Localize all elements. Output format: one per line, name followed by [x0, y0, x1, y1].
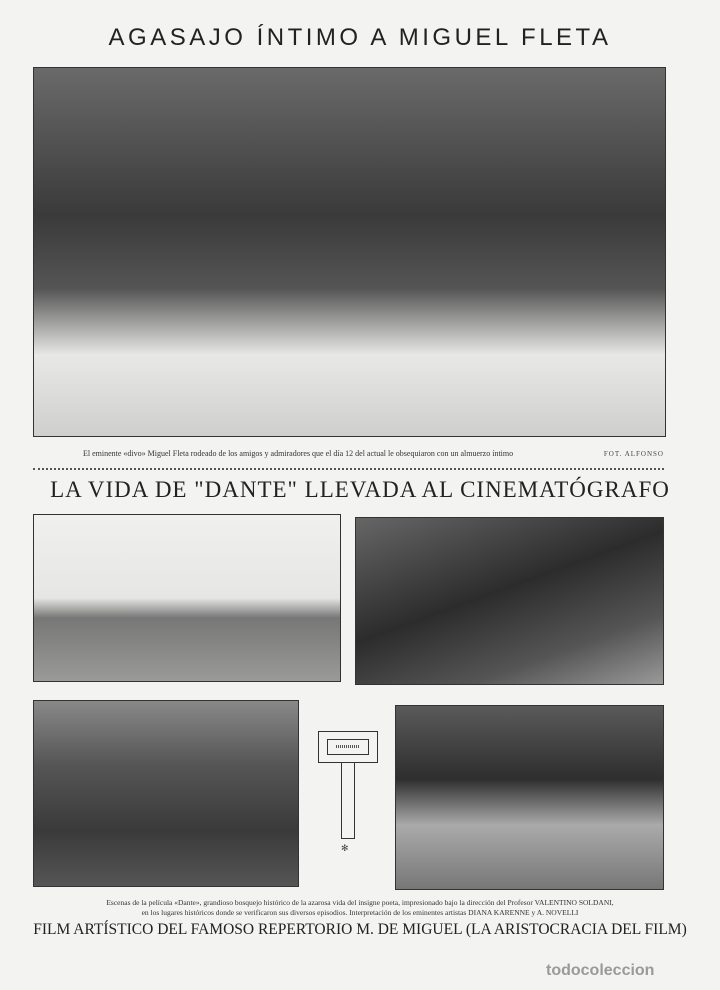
banquet-caption: El eminente «divo» Miguel Fleta rodeado de los amigos y admiradores que el día 12 del actual le obsequiaron con un almuerzo íntimo [83, 449, 514, 458]
dante-caption-line2: en los lugares históricos donde se verificaron sus diversos episodios. Interpretación de los eminentes artistas DIANA KARENNE y A. NOVELLI [141, 908, 579, 917]
article-title: AGASAJO ÍNTIMO A MIGUEL FLETA [108, 24, 612, 51]
film-repertory-footer: FILM ARTÍSTICO DEL FAMOSO REPERTORIO M. DE MIGUEL (LA ARISTOCRACIA DEL FILM) [33, 921, 687, 938]
dante-scene-photo [355, 517, 664, 685]
emblem-stem [341, 763, 355, 839]
photo-credit: FOT. ALFONSO [603, 450, 664, 458]
dante-bottom-text [20, 898, 700, 939]
ornament-icon: ✻ [341, 843, 349, 853]
watermark: todocoleccion [546, 962, 655, 979]
dotted-divider [33, 468, 664, 470]
dante-caption-line1: Escenas de la película «Dante», grandioso bosquejo histórico de la azarosa vida del insigne poeta, impresionado bajo la dirección del Profesor VALENTINO SOLDANI, [106, 898, 614, 907]
tomb-scene-photo [395, 705, 664, 890]
banquet-photo [33, 67, 666, 437]
dante-caption [106, 898, 613, 918]
crowd-scene-photo [33, 700, 299, 887]
banquet-caption-row [33, 449, 664, 458]
ships-photo [33, 514, 341, 682]
dante-headline: LA VIDA DE "DANTE" LLEVADA AL CINEMATÓGRAFO [50, 477, 670, 502]
decorative-emblem [318, 731, 378, 763]
